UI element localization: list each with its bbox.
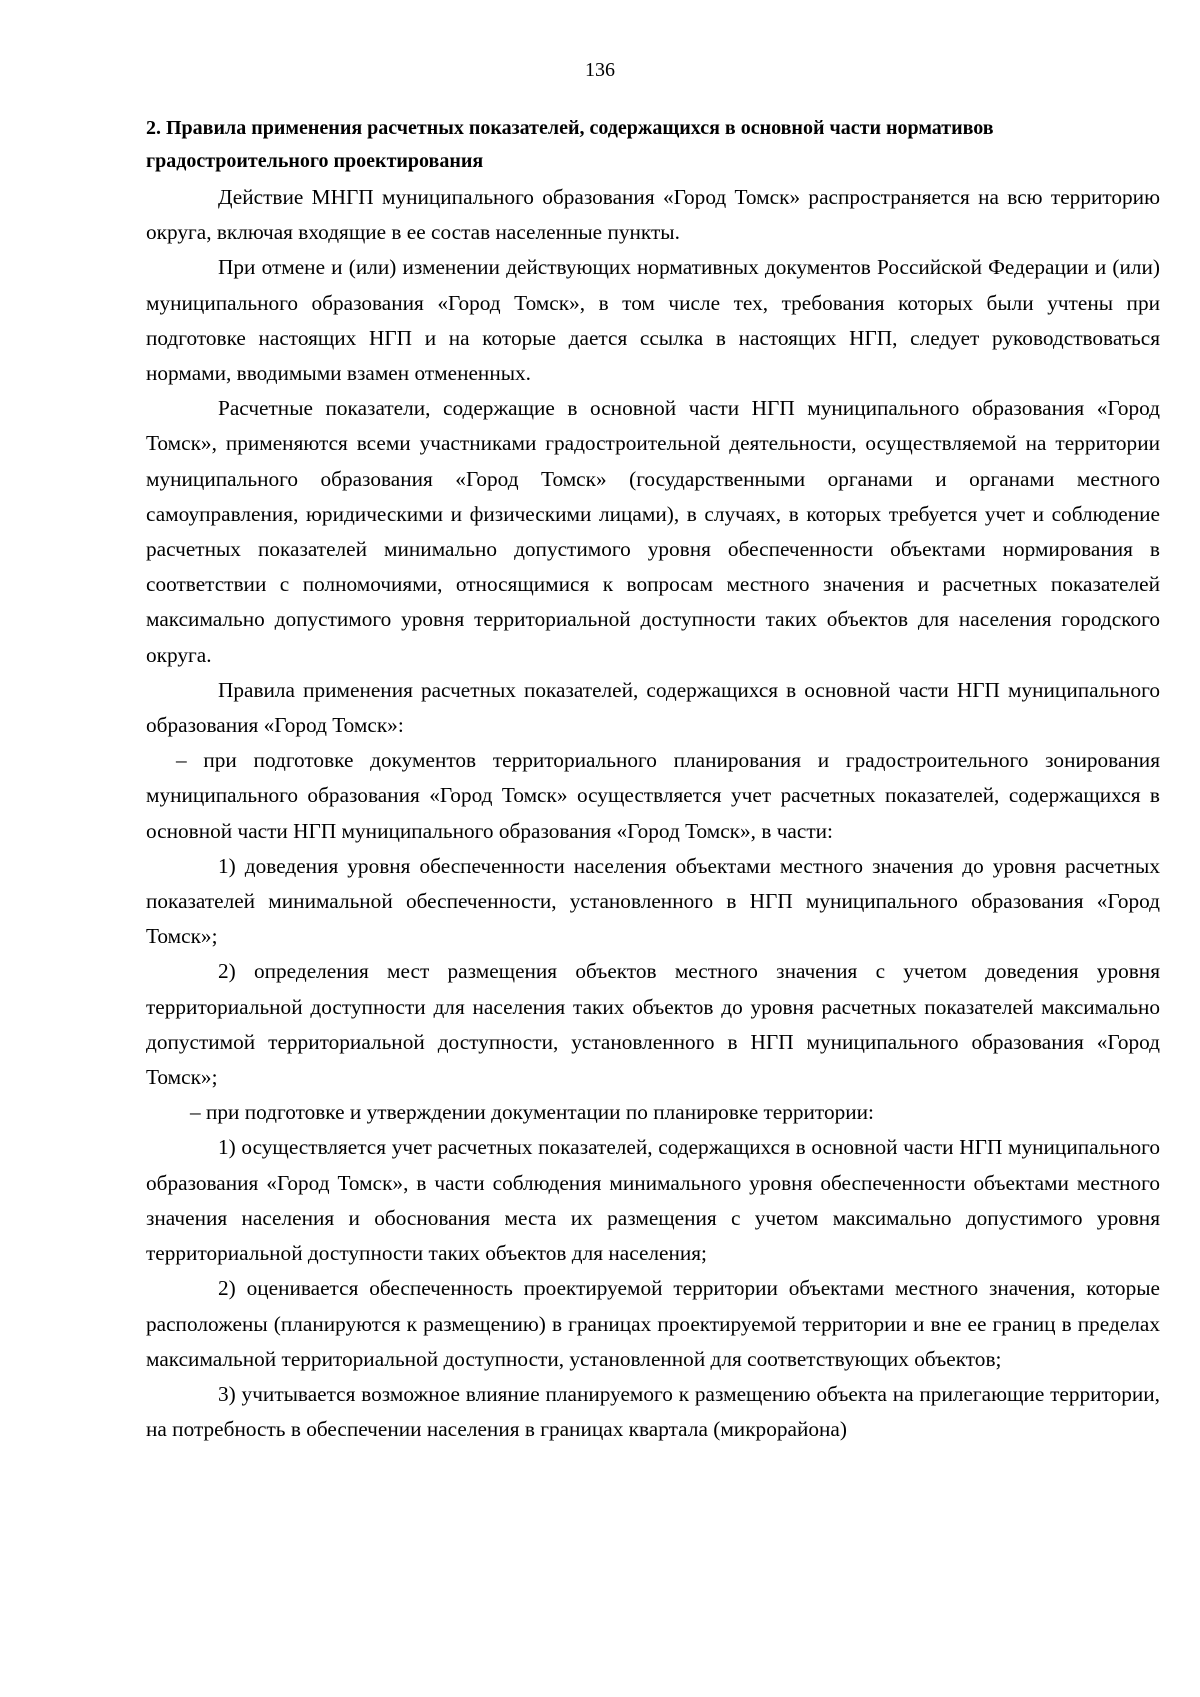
list-subitem-1-accounting: 1) осуществляется учет расчетных показателей, содержащихся в основной части НГП муниципального образования «Город Томск», в части соблюдения минимального уровня обеспеченности объектами местного значения населения и обоснования места их размещения с учетом максимально допустимого уровня территориальной доступности таких объектов для населения; [146,1135,1160,1266]
list-subitem-3-influence: 3) учитывается возможное влияние планируемого к размещению объекта на прилегающие территории, на потребность в обеспечении населения в границах квартала (микрорайона) [146,1381,1160,1442]
list-subitem-2-assessment: 2) оценивается обеспеченность проектируемой территории объектами местного значения, которые расположены (планируются к размещению) в границах проектируемой территории и вне ее границ в пределах максимальной территориальной доступности, установленной для соответствующих объектов; [146,1276,1160,1371]
section-heading: 2. Правила применения расчетных показателей, содержащихся в основной части нормативов градостроительного проектирования [146,117,994,172]
list-item-planning-documentation: – при подготовке и утверждении документации по планировке территории: [190,1100,874,1125]
list-subitem-2-placement: 2) определения мест размещения объектов местного значения с учетом доведения уровня территориальной доступности для населения таких объектов до уровня расчетных показателей максимально допустимой территориальной доступности, установленного в НГП муниципального образования «Город Томск»; [146,959,1160,1090]
list-item-territorial-planning: – при подготовке документов территориального планирования и градостроительного зонирования муниципального образования «Город Томск» осуществляется учет расчетных показателей, содержащихся в основной части НГП муниципального образования «Город Томск», в части: [146,748,1160,843]
paragraph-replacement-norms: При отмене и (или) изменении действующих нормативных документов Российской Федерации и (или) муниципального образования «Город Томск», в том числе тех, требования которых были учтены при подготовке настоящих НГП и на которые дается ссылка в настоящих НГП, следует руководствоваться нормами, вводимыми взамен отмененных. [146,255,1160,386]
page-number: 136 [585,59,615,81]
paragraph-scope: Действие МНГП муниципального образования «Город Томск» распространяется на всю территорию округа, включая входящие в ее состав населенные пункты. [146,185,1160,245]
paragraph-applicability: Расчетные показатели, содержащие в основной части НГП муниципального образования «Город Томск», применяются всеми участниками градостроительной деятельности, осуществляемой на территории муниципального образования «Город Томск» (государственными органами и органами местного самоуправления, юридическими и физическими лицами), в случаях, в которых требуется учет и соблюдение расчетных показателей минимально допустимого уровня обеспеченности объектами нормирования в соответствии с полномочиями, относящимися к вопросам местного значения и расчетных показателей максимально допустимого уровня территориальной доступности таких объектов для населения городского округа. [146,396,1160,667]
paragraph-rules-intro: Правила применения расчетных показателей, содержащихся в основной части НГП муниципального образования «Город Томск»: [146,677,1160,738]
page-content [146,112,1160,1447]
list-subitem-1-provision-level: 1) доведения уровня обеспеченности населения объектами местного значения до уровня расчетных показателей минимальной обеспеченности, установленного в НГП муниципального образования «Город Томск»; [146,853,1160,949]
